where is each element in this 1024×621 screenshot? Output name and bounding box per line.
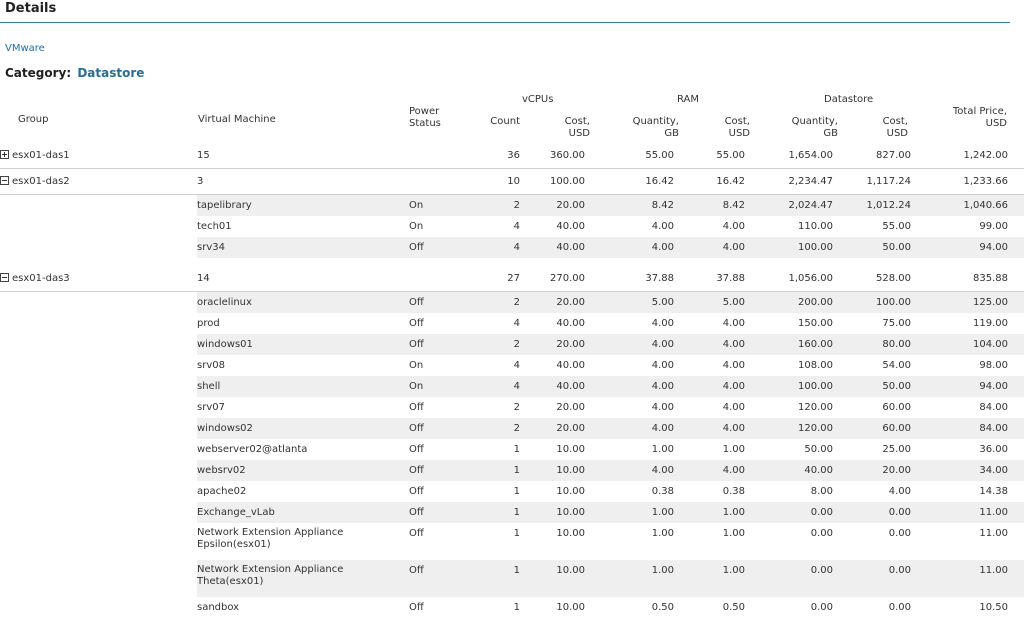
vm-count: 2 <box>469 418 520 439</box>
col-ram-cost-line1: Cost, <box>724 116 750 127</box>
col-vcpus-header: vCPUs <box>522 94 554 105</box>
table-body <box>0 144 1024 618</box>
vm-ram-qty: 4.00 <box>591 237 680 258</box>
group-count: 10 <box>469 169 520 195</box>
vm-ds-qty: 2,024.47 <box>751 195 839 217</box>
vm-ram-cost: 1.00 <box>722 443 745 455</box>
group-power <box>409 169 469 195</box>
vm-ram-qty: 4.00 <box>591 460 680 481</box>
vm-total: 119.00 <box>973 317 1008 329</box>
vm-row <box>0 216 1024 237</box>
vm-indent <box>0 481 197 502</box>
group-row <box>0 266 1024 292</box>
vm-ram-cost: 5.00 <box>680 292 751 314</box>
vm-ds-cost: 60.00 <box>882 401 911 413</box>
col-ram-quantity-line1: Quantity, <box>632 116 679 127</box>
vm-power-status: Off <box>409 443 424 455</box>
vm-ds-cost: 0.00 <box>888 601 911 613</box>
vm-ram-cost: 1.00 <box>680 502 751 523</box>
group-ram-cost: 37.88 <box>680 266 751 292</box>
col-vcpu-count[interactable]: Count <box>490 116 520 127</box>
vm-ram-cost: 4.00 <box>722 220 745 232</box>
vm-ram-cost: 4.00 <box>722 401 745 413</box>
vm-name: sandbox <box>197 601 240 613</box>
group-ds-qty: 2,234.47 <box>751 169 839 195</box>
vm-indent <box>0 313 197 334</box>
spacer-cell <box>0 258 1024 266</box>
vm-cpu-cost: 40.00 <box>556 220 585 232</box>
group-spacer <box>0 258 1024 266</box>
vm-indent <box>0 597 197 618</box>
vm-ds-qty: 120.00 <box>798 401 833 413</box>
vm-count: 2 <box>469 195 520 217</box>
vm-power-status: Off <box>409 601 424 613</box>
vm-ram-cost: 4.00 <box>680 237 751 258</box>
vm-cpu-cost: 20.00 <box>520 292 591 314</box>
group-name: esx01-das3 <box>12 272 70 284</box>
vm-count: 1 <box>513 485 520 497</box>
vm-count: 2 <box>513 401 520 413</box>
vm-ds-qty: 0.00 <box>810 528 833 539</box>
vm-total: 36.00 <box>979 443 1008 455</box>
vm-ram-qty: 4.00 <box>651 317 674 329</box>
vm-ram-cost: 0.38 <box>722 485 745 497</box>
vm-cpu-cost: 20.00 <box>520 195 591 217</box>
vm-power-status: Off <box>409 485 424 497</box>
vm-count: 1 <box>469 460 520 481</box>
vm-cpu-cost: 10.00 <box>520 502 591 523</box>
vm-indent <box>0 195 197 217</box>
vm-ram-qty: 4.00 <box>651 220 674 232</box>
group-power <box>409 144 469 169</box>
vm-cpu-cost: 10.00 <box>556 443 585 455</box>
group-power <box>409 266 469 292</box>
vm-name: tech01 <box>197 220 232 232</box>
col-total-price-line2: USD <box>985 118 1007 129</box>
group-count: 36 <box>469 144 520 169</box>
vm-cpu-cost: 40.00 <box>520 237 591 258</box>
vm-indent <box>0 418 197 439</box>
vm-ds-cost: 4.00 <box>888 485 911 497</box>
vm-name: windows02 <box>197 418 409 439</box>
group-total: 1,242.00 <box>917 144 1024 169</box>
vm-row <box>0 560 1024 597</box>
col-ds-quantity-line1: Quantity, <box>791 116 838 127</box>
col-vcpu-cost-line1: Cost, <box>564 116 590 127</box>
details-table <box>0 144 1024 618</box>
vm-cpu-cost: 10.00 <box>556 601 585 613</box>
group-vm-count: 14 <box>197 266 409 292</box>
group-ds-qty: 1,654.00 <box>751 144 839 169</box>
vm-ram-qty: 4.00 <box>591 334 680 355</box>
vm-indent <box>0 292 197 314</box>
vm-name: oraclelinux <box>197 292 409 314</box>
vm-total: 84.00 <box>917 418 1024 439</box>
vm-total: 14.38 <box>979 485 1008 497</box>
vm-ram-qty: 1.00 <box>651 528 674 539</box>
col-total-price-line1: Total Price, <box>952 106 1007 117</box>
vm-power-status: Off <box>409 560 469 597</box>
vm-indent <box>0 439 197 460</box>
vm-ds-qty: 8.00 <box>810 485 833 497</box>
vm-count: 2 <box>469 292 520 314</box>
vm-ram-qty: 4.00 <box>591 376 680 397</box>
group-ds-cost: 827.00 <box>839 144 917 169</box>
group-name: esx01-das1 <box>12 150 70 161</box>
vm-indent <box>0 460 197 481</box>
col-power-status-line1: Power <box>409 106 440 117</box>
col-group[interactable]: Group <box>18 114 49 125</box>
vm-count: 1 <box>513 443 520 455</box>
vm-ds-cost: 20.00 <box>839 460 917 481</box>
vm-ds-cost: 75.00 <box>882 317 911 329</box>
col-ds-cost-line2: USD <box>886 128 908 139</box>
vm-power-status: Off <box>409 460 469 481</box>
vm-total: 84.00 <box>979 401 1008 413</box>
vm-row <box>0 355 1024 376</box>
vm-name: websrv02 <box>197 460 409 481</box>
group-cell <box>0 144 197 169</box>
vm-ram-cost: 4.00 <box>680 418 751 439</box>
vm-ds-qty: 0.00 <box>751 560 839 597</box>
vm-name: shell <box>197 376 409 397</box>
vm-total: 1,040.66 <box>917 195 1024 217</box>
vm-power-status: Off <box>409 237 469 258</box>
vm-total: 104.00 <box>917 334 1024 355</box>
vm-ds-qty: 120.00 <box>751 418 839 439</box>
vm-ds-qty: 150.00 <box>798 317 833 329</box>
group-vm-count: 3 <box>197 169 409 195</box>
collapse-icon[interactable] <box>0 273 9 282</box>
vm-indent <box>0 334 197 355</box>
col-total-price[interactable] <box>930 106 1007 130</box>
vm-ds-qty: 110.00 <box>798 220 833 232</box>
vm-row <box>0 313 1024 334</box>
vm-ds-cost: 50.00 <box>839 237 917 258</box>
vm-ram-cost: 4.00 <box>722 359 745 371</box>
vm-row <box>0 418 1024 439</box>
vm-row <box>0 502 1024 523</box>
category-heading <box>5 66 144 80</box>
vm-ram-qty: 0.38 <box>651 485 674 497</box>
vm-ds-cost: 1,012.24 <box>839 195 917 217</box>
vm-ram-qty: 4.00 <box>651 401 674 413</box>
vm-ram-cost: 1.00 <box>680 560 751 597</box>
collapse-icon[interactable] <box>0 176 9 185</box>
col-ram-quantity[interactable] <box>610 116 679 140</box>
vm-ram-qty: 8.42 <box>591 195 680 217</box>
vm-name: srv08 <box>197 359 225 371</box>
vm-total: 99.00 <box>979 220 1008 232</box>
vm-total: 94.00 <box>917 237 1024 258</box>
vm-ds-cost: 0.00 <box>839 560 917 597</box>
col-power-status-line2: Status <box>409 118 441 129</box>
vm-count: 4 <box>513 317 520 329</box>
group-cpu-cost: 100.00 <box>520 169 591 195</box>
vm-indent <box>0 355 197 376</box>
col-ram-quantity-line2: GB <box>664 128 679 139</box>
vm-row <box>0 376 1024 397</box>
vm-ram-qty: 0.50 <box>651 601 674 613</box>
group-name: esx01-das2 <box>12 175 70 187</box>
group-ram-qty: 37.88 <box>591 266 680 292</box>
group-cpu-cost: 270.00 <box>520 266 591 292</box>
group-total: 835.88 <box>917 266 1024 292</box>
vm-cpu-cost: 20.00 <box>556 401 585 413</box>
group-ram-qty: 55.00 <box>591 144 680 169</box>
vm-row <box>0 397 1024 418</box>
col-power-status[interactable] <box>409 106 441 130</box>
vm-ram-cost: 4.00 <box>680 376 751 397</box>
vm-count: 1 <box>469 502 520 523</box>
vm-ds-cost: 25.00 <box>882 443 911 455</box>
vm-count: 1 <box>513 528 520 539</box>
vm-ds-qty: 160.00 <box>751 334 839 355</box>
vm-cpu-cost: 10.00 <box>520 460 591 481</box>
vm-count: 4 <box>469 237 520 258</box>
vm-ds-cost: 100.00 <box>839 292 917 314</box>
vm-name: Exchange_vLab <box>197 502 409 523</box>
group-cell <box>0 169 197 195</box>
vm-name: windows01 <box>197 334 409 355</box>
vm-ram-cost: 8.42 <box>680 195 751 217</box>
vm-cpu-cost: 40.00 <box>556 359 585 371</box>
col-ram-cost-line2: USD <box>728 128 750 139</box>
vm-ram-cost: 4.00 <box>680 334 751 355</box>
vm-ram-cost: 4.00 <box>680 460 751 481</box>
vm-ds-cost: 80.00 <box>839 334 917 355</box>
vm-cpu-cost: 40.00 <box>556 317 585 329</box>
vm-count: 4 <box>513 220 520 232</box>
vm-ram-cost: 0.50 <box>722 601 745 613</box>
vm-row <box>0 523 1024 560</box>
vm-indent <box>0 502 197 523</box>
vm-indent <box>0 560 197 597</box>
vm-row <box>0 460 1024 481</box>
vm-ram-qty: 4.00 <box>651 359 674 371</box>
vm-power-status: On <box>409 359 424 371</box>
vm-total: 11.00 <box>979 528 1008 539</box>
vm-power-status: Off <box>409 502 469 523</box>
group-ram-qty: 16.42 <box>591 169 680 195</box>
vm-ds-qty: 200.00 <box>751 292 839 314</box>
vm-cpu-cost: 40.00 <box>520 376 591 397</box>
group-ram-cost: 16.42 <box>680 169 751 195</box>
vm-total: 125.00 <box>917 292 1024 314</box>
vm-ds-qty: 50.00 <box>804 443 833 455</box>
vm-ds-cost: 60.00 <box>839 418 917 439</box>
vm-ram-qty: 1.00 <box>651 443 674 455</box>
vm-name: webserver02@atlanta <box>197 443 308 455</box>
vm-name: apache02 <box>197 485 247 497</box>
vm-total: 94.00 <box>917 376 1024 397</box>
vm-total: 98.00 <box>979 359 1008 371</box>
vmware-link[interactable]: VMware <box>5 43 45 54</box>
vm-ds-qty: 100.00 <box>751 237 839 258</box>
col-vcpu-cost[interactable] <box>540 116 590 140</box>
vm-ds-cost: 0.00 <box>888 528 911 539</box>
group-cpu-cost: 360.00 <box>520 144 591 169</box>
vm-indent <box>0 376 197 397</box>
category-value: Datastore <box>77 66 145 80</box>
vm-indent <box>0 216 197 237</box>
vm-ds-qty: 0.00 <box>751 502 839 523</box>
group-total: 1,233.66 <box>917 169 1024 195</box>
col-ram-cost[interactable] <box>700 116 750 140</box>
vm-total: 11.00 <box>917 560 1024 597</box>
group-ds-qty: 1,056.00 <box>751 266 839 292</box>
vm-count: 2 <box>469 334 520 355</box>
group-ds-cost: 528.00 <box>839 266 917 292</box>
vm-power-status: On <box>409 220 424 232</box>
vm-power-status: Off <box>409 401 424 413</box>
page-title: Details <box>5 1 57 16</box>
vm-ram-qty: 1.00 <box>591 502 680 523</box>
vm-ds-qty: 100.00 <box>751 376 839 397</box>
vm-ds-cost: 55.00 <box>882 220 911 232</box>
group-vm-count: 15 <box>197 144 409 169</box>
vm-ram-qty: 5.00 <box>591 292 680 314</box>
vm-ds-qty: 0.00 <box>810 601 833 613</box>
group-row <box>0 144 1024 169</box>
vm-power-status: Off <box>409 528 424 539</box>
vm-row <box>0 439 1024 460</box>
vm-name: srv07 <box>197 401 225 413</box>
vm-indent <box>0 523 197 560</box>
vm-row <box>0 597 1024 618</box>
vm-row <box>0 481 1024 502</box>
vm-power-status: Off <box>409 317 424 329</box>
category-label: Category: <box>5 66 72 80</box>
expand-icon[interactable] <box>0 150 9 159</box>
vm-indent <box>0 397 197 418</box>
vm-cpu-cost: 20.00 <box>520 418 591 439</box>
col-ds-quantity[interactable] <box>770 116 838 140</box>
vm-cpu-cost: 20.00 <box>520 334 591 355</box>
vm-power-status: On <box>409 376 469 397</box>
vm-name: srv34 <box>197 237 409 258</box>
vm-total: 34.00 <box>917 460 1024 481</box>
col-ram-header: RAM <box>677 94 700 105</box>
vm-ds-cost: 0.00 <box>839 502 917 523</box>
vm-ram-qty: 4.00 <box>591 418 680 439</box>
vm-indent <box>0 237 197 258</box>
col-ds-quantity-line2: GB <box>823 128 838 139</box>
vm-name: Network Extension Appliance Epsilon(esx01) <box>197 527 344 550</box>
vm-cpu-cost: 10.00 <box>556 485 585 497</box>
vm-count: 4 <box>469 376 520 397</box>
vm-row <box>0 237 1024 258</box>
col-vcpu-cost-line2: USD <box>568 128 590 139</box>
vm-count: 4 <box>513 359 520 371</box>
group-count: 27 <box>469 266 520 292</box>
details-header <box>0 0 1010 23</box>
col-ds-cost[interactable] <box>860 116 908 140</box>
vm-cpu-cost: 10.00 <box>520 560 591 597</box>
vm-name: tapelibrary <box>197 195 409 217</box>
vm-row <box>0 334 1024 355</box>
vm-ram-cost: 4.00 <box>722 317 745 329</box>
col-virtual-machine[interactable]: Virtual Machine <box>198 114 276 125</box>
vm-name: Network Extension Appliance Theta(esx01) <box>197 560 409 597</box>
vm-count: 1 <box>513 601 520 613</box>
vm-cpu-cost: 10.00 <box>556 528 585 539</box>
vm-count: 1 <box>469 560 520 597</box>
vm-total: 10.50 <box>979 601 1008 613</box>
col-ds-cost-line1: Cost, <box>882 116 908 127</box>
vm-ram-cost: 1.00 <box>722 528 745 539</box>
vm-ds-cost: 50.00 <box>839 376 917 397</box>
vm-power-status: On <box>409 195 469 217</box>
vm-ds-qty: 40.00 <box>751 460 839 481</box>
vm-row <box>0 292 1024 314</box>
group-ds-cost: 1,117.24 <box>839 169 917 195</box>
group-cell <box>0 266 197 292</box>
col-datastore-header: Datastore <box>824 94 874 105</box>
vm-ram-qty: 1.00 <box>591 560 680 597</box>
vm-name: prod <box>197 317 220 329</box>
vm-power-status: Off <box>409 418 469 439</box>
vm-ds-cost: 54.00 <box>882 359 911 371</box>
vm-row <box>0 195 1024 217</box>
group-ram-cost: 55.00 <box>680 144 751 169</box>
vm-power-status: Off <box>409 334 469 355</box>
vm-total: 11.00 <box>917 502 1024 523</box>
vm-ds-qty: 108.00 <box>798 359 833 371</box>
vm-power-status: Off <box>409 292 469 314</box>
group-row <box>0 169 1024 195</box>
